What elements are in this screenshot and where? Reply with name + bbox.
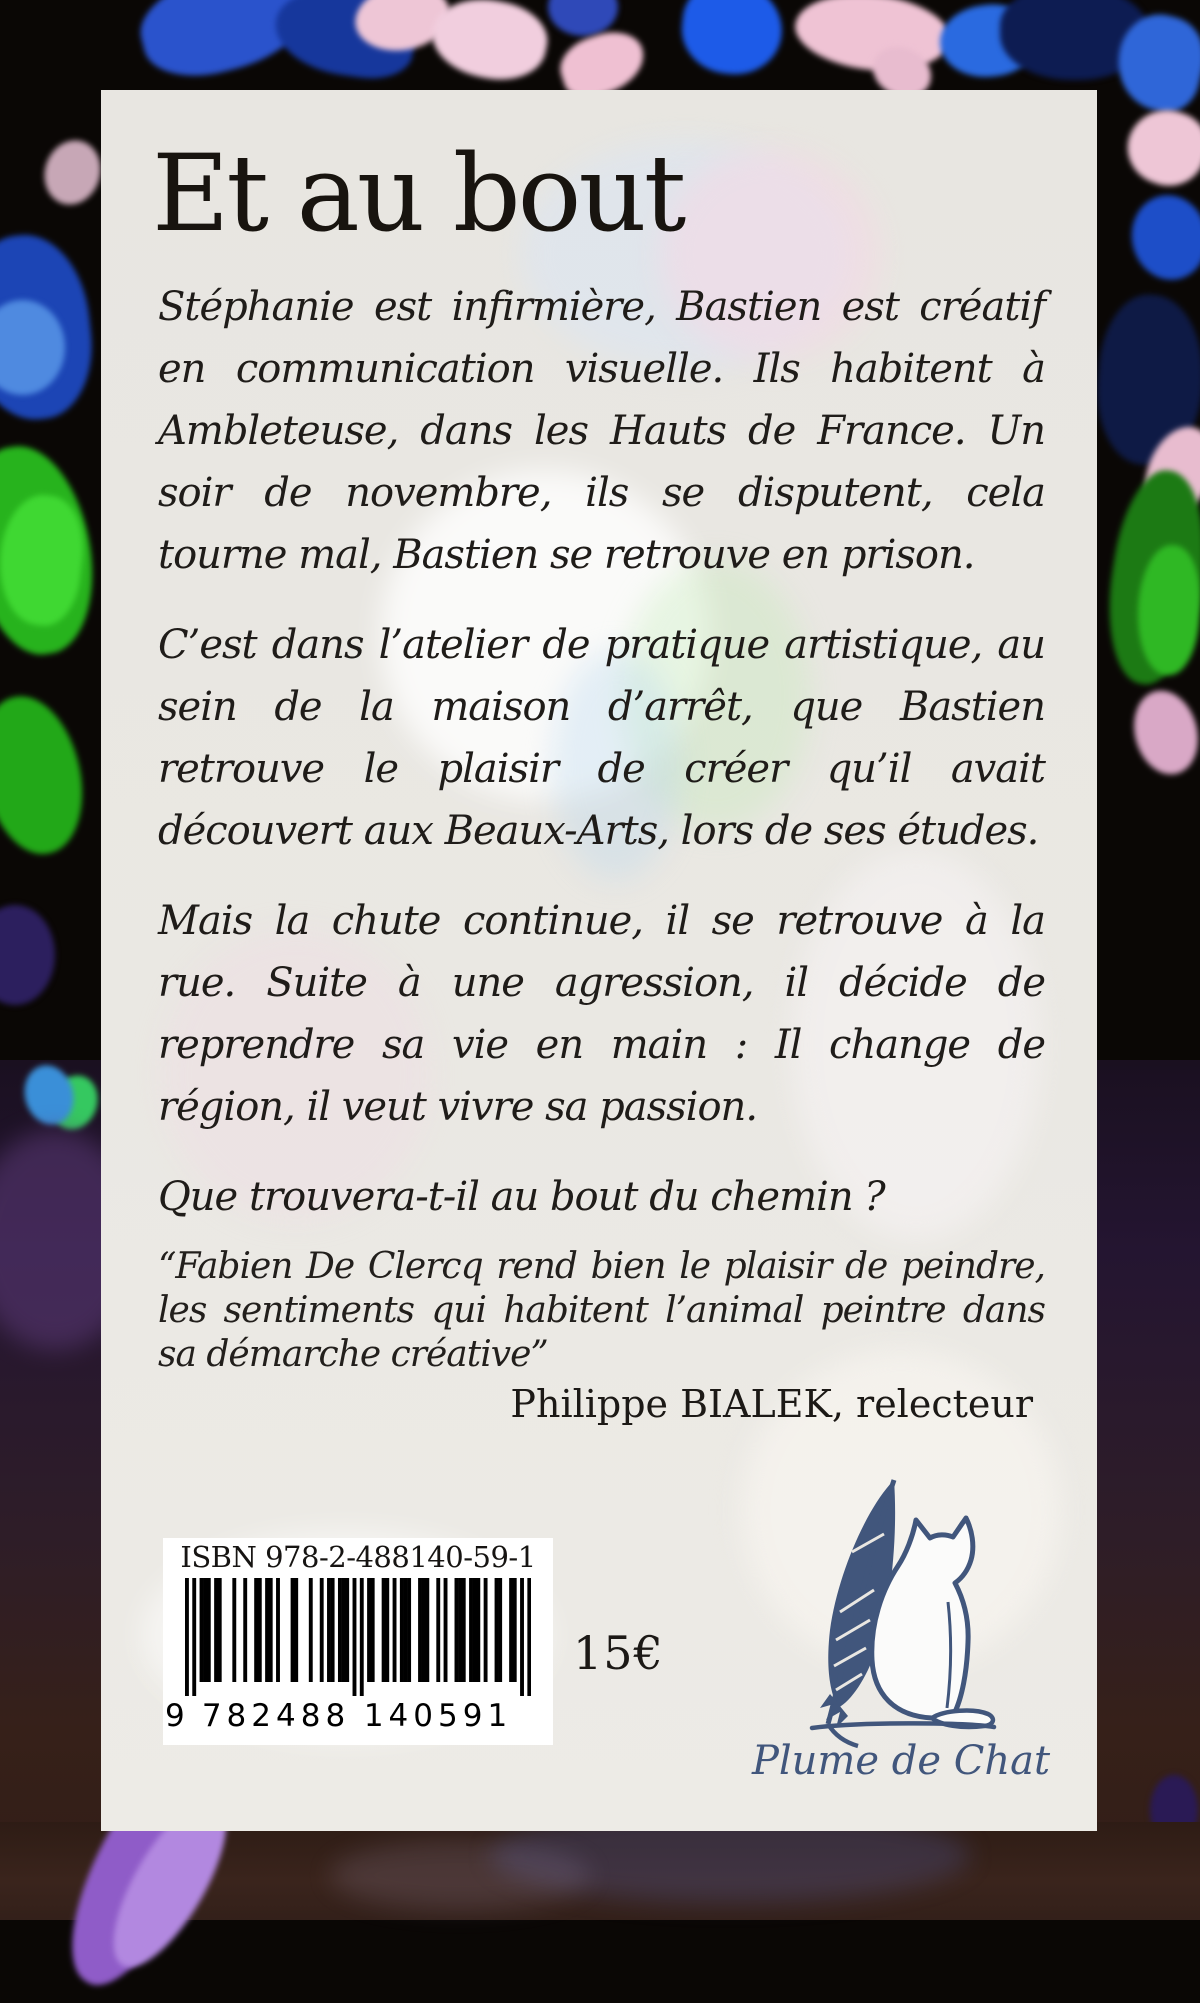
publisher-name: Plume de Chat xyxy=(751,1738,1051,1784)
synopsis-paragraph-2: C’est dans l’atelier de pratique artistique, au sein de la maison d’arrêt, que Bastien retrouve le plaisir de créer qu’il avait découvert aux Beaux-Arts, lors de ses études. xyxy=(158,622,1045,854)
barcode-digits xyxy=(163,1698,553,1738)
synopsis xyxy=(158,276,1045,1256)
barcode-block xyxy=(163,1538,553,1745)
paint-stroke xyxy=(425,0,554,89)
paint-stroke xyxy=(1118,99,1200,196)
synopsis-question-line: Que trouvera-t-il au bout du chemin ? xyxy=(158,1174,885,1220)
review-quote: “Fabien De Clercq rend bien le plaisir de peindre, les sentiments qui habitent l’animal peintre dans sa démarche créative” xyxy=(158,1246,1045,1375)
paint-stroke xyxy=(1124,188,1200,287)
cover-panel xyxy=(101,90,1097,1831)
paint-stroke xyxy=(330,1840,590,1910)
isbn-label: ISBN 978-2-488140-59-1 xyxy=(180,1540,536,1574)
book-title: Et au bout xyxy=(152,132,684,255)
paint-stroke xyxy=(36,133,108,212)
barcode-bars xyxy=(185,1578,531,1696)
barcode-digit-group-1: 9 xyxy=(165,1698,185,1734)
paint-stroke xyxy=(0,905,55,1005)
paint-stroke xyxy=(677,0,786,79)
paint-stroke xyxy=(548,0,618,36)
barcode-digit-group-2: 782488 xyxy=(201,1698,351,1734)
quote-attribution: Philippe BIALEK, relecteur xyxy=(510,1382,1033,1426)
price: 15€ xyxy=(573,1626,664,1680)
paint-stroke xyxy=(0,687,96,863)
synopsis-paragraph-1: Stéphanie est infirmière, Bastien est créatif en communication visuelle. Ils habitent à Ambleteuse, dans les Hauts de France. Un soir de novembre, ils se disputent, cela tourne mal, Bastien se retrouve en prison. xyxy=(158,284,1045,578)
synopsis-paragraph-3: Mais la chute continue, il se retrouve à la rue. Suite à une agression, il décide de reprendre sa vie en main : Il change de région, il veut vivre sa passion. xyxy=(158,898,1045,1130)
cover-content xyxy=(101,90,1097,1831)
barcode-digit-group-3: 140591 xyxy=(363,1698,513,1734)
paint-stroke xyxy=(1125,683,1200,781)
publisher-logo xyxy=(782,1462,1012,1752)
